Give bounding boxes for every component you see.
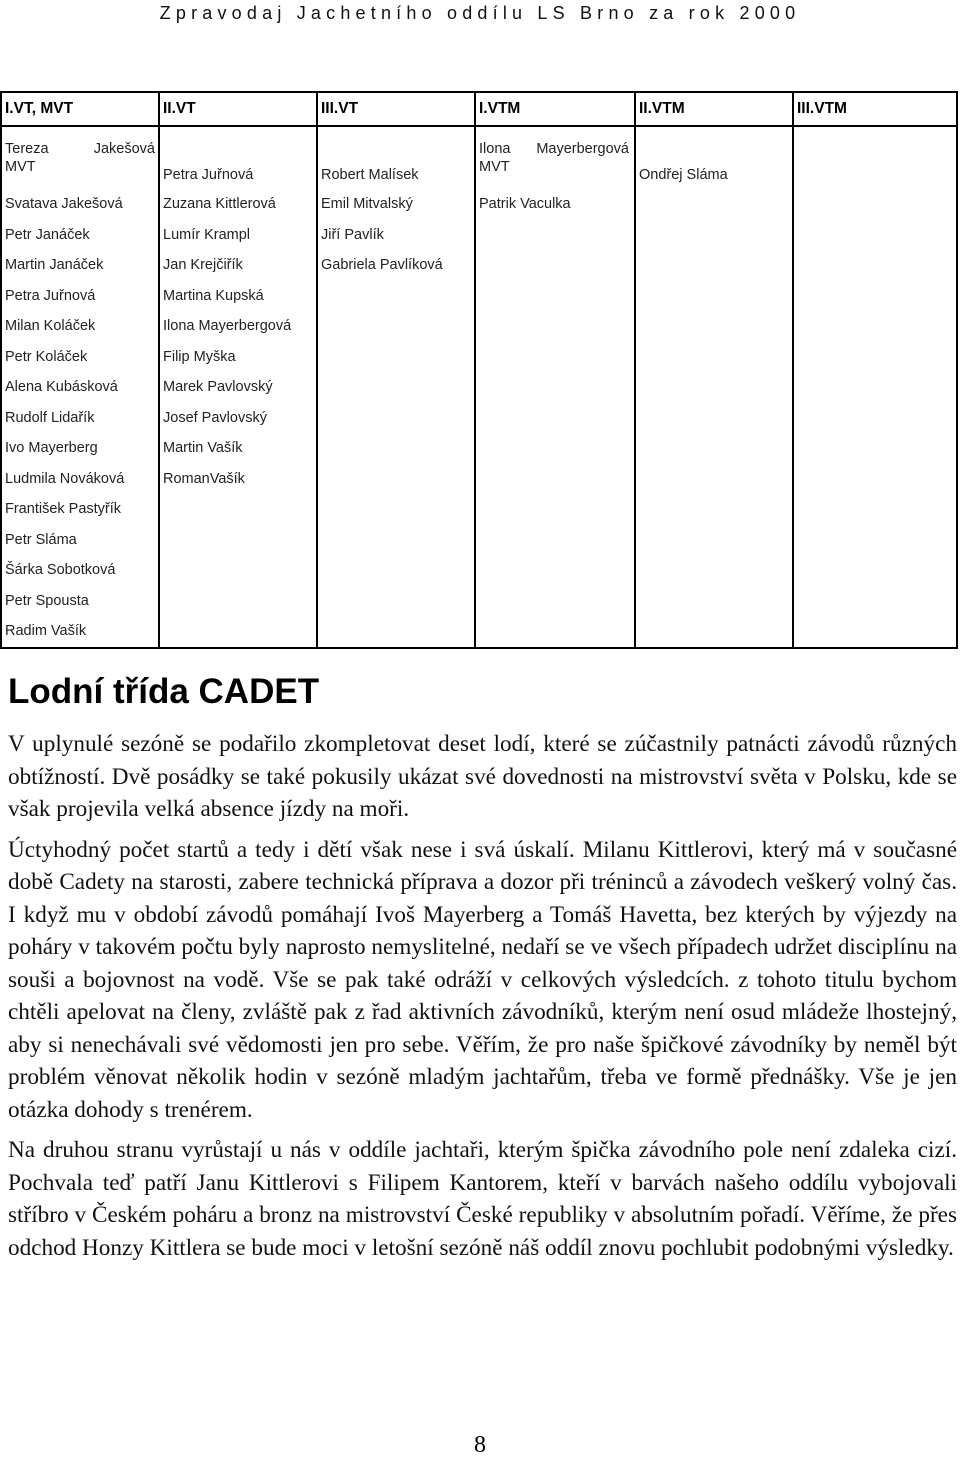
table-cell	[635, 525, 793, 556]
table-cell	[793, 586, 957, 617]
table-cell	[159, 555, 317, 586]
table-cell	[635, 372, 793, 403]
table-cell	[793, 189, 957, 220]
table-cell: Zuzana Kittlerová	[159, 189, 317, 220]
table-cell	[793, 555, 957, 586]
table-cell: Ilona Mayerbergová	[159, 311, 317, 342]
table-cell	[475, 555, 635, 586]
table-cell	[159, 586, 317, 617]
table-cell	[793, 464, 957, 495]
table-cell	[475, 311, 635, 342]
table-cell: Petr Sláma	[1, 525, 159, 556]
table-cell: Jan Krejčiřík	[159, 250, 317, 281]
table-cell	[635, 220, 793, 251]
table-row	[1, 220, 957, 251]
table-cell	[317, 586, 475, 617]
table-cell	[793, 372, 957, 403]
table-cell: Patrik Vaculka	[475, 189, 635, 220]
table-cell	[475, 403, 635, 434]
table-cell	[475, 494, 635, 525]
table-cell	[475, 464, 635, 495]
table-cell	[635, 464, 793, 495]
table-cell	[317, 555, 475, 586]
table-cell	[793, 126, 957, 189]
table-cell	[317, 464, 475, 495]
cell-text: MVT	[5, 159, 36, 175]
table-cell	[475, 342, 635, 373]
table-row	[1, 403, 957, 434]
column-header: III.VTM	[793, 92, 957, 126]
table-cell	[317, 281, 475, 312]
table-cell	[475, 250, 635, 281]
cell-text: Jakešová	[93, 141, 155, 157]
table-cell: Ivo Mayerberg	[1, 433, 159, 464]
table-cell	[635, 616, 793, 648]
section-title: Lodní třída CADET	[8, 672, 320, 711]
table-cell	[475, 126, 635, 189]
table-cell	[317, 372, 475, 403]
table-cell	[317, 616, 475, 648]
table-cell: Alena Kubásková	[1, 372, 159, 403]
table-cell	[793, 281, 957, 312]
table-cell: Petra Juřnová	[159, 126, 317, 189]
table-cell: Petra Juřnová	[1, 281, 159, 312]
cell-text: Mayerbergová	[536, 141, 629, 157]
table-row	[1, 464, 957, 495]
table-cell: Filip Myška	[159, 342, 317, 373]
table-cell	[793, 220, 957, 251]
table-cell	[159, 616, 317, 648]
table-cell	[793, 250, 957, 281]
table-cell: Lumír Krampl	[159, 220, 317, 251]
table-cell	[635, 281, 793, 312]
column-header: III.VT	[317, 92, 475, 126]
table-cell	[793, 494, 957, 525]
table-cell: František Pastyřík	[1, 494, 159, 525]
table-row	[1, 372, 957, 403]
table-cell	[635, 250, 793, 281]
table-cell: Marek Pavlovský	[159, 372, 317, 403]
table-row	[1, 189, 957, 220]
table-cell: Radim Vašík	[1, 616, 159, 648]
table-cell	[475, 220, 635, 251]
table-cell	[635, 555, 793, 586]
table-row	[1, 250, 957, 281]
paragraph: V uplynulé sezóně se podařilo zkompletovat deset lodí, které se zúčastnily patnácti závodů různých obtížností. Dvě posádky se také pokusily ukázat své dovednosti na mistrovství světa v Polsku, kde se však projevila velká absence jízdy na moři.	[8, 731, 957, 822]
table-cell	[635, 342, 793, 373]
table-cell	[793, 616, 957, 648]
table-cell	[793, 311, 957, 342]
cell-text: MVT	[479, 159, 510, 175]
table-cell: Martin Vašík	[159, 433, 317, 464]
table-row	[1, 586, 957, 617]
table-cell: Ondřej Sláma	[635, 126, 793, 189]
table-cell	[475, 433, 635, 464]
table-cell: Ludmila Nováková	[1, 464, 159, 495]
table-cell: Josef Pavlovský	[159, 403, 317, 434]
page-number: 8	[474, 1432, 486, 1458]
table-row	[1, 616, 957, 648]
table-cell	[159, 525, 317, 556]
table-cell: Svatava Jakešová	[1, 189, 159, 220]
table-cell: Jiří Pavlík	[317, 220, 475, 251]
table-header-row	[1, 92, 957, 126]
table-row	[1, 525, 957, 556]
table-cell: Martina Kupská	[159, 281, 317, 312]
table-row	[1, 494, 957, 525]
table-cell: Gabriela Pavlíková	[317, 250, 475, 281]
table-cell	[793, 342, 957, 373]
cell-text: Ilona	[479, 141, 511, 157]
column-header: II.VTM	[635, 92, 793, 126]
table-cell	[317, 433, 475, 464]
table-cell	[475, 616, 635, 648]
paragraph: Na druhou stranu vyrůstají u nás v oddíle jachtaři, kterým špička závodního pole není zdaleka cizí. Pochvala teď patří Janu Kittlerovi s Filipem Kantorem, kteří v barvách našeho oddílu vybojovali stříbro v Českém poháru a bronz na mistrovství České republiky v absolutním pořadí. Věříme, že přes odchod Honzy Kittlera se bude moci v letošní sezóně náš oddíl znovu pochlubit podobnými výsledky.	[8, 1137, 957, 1261]
column-header: I.VTM	[475, 92, 635, 126]
table-row	[1, 311, 957, 342]
cell-text: Tereza	[5, 141, 49, 157]
table-cell: Šárka Sobotková	[1, 555, 159, 586]
table-cell: RomanVašík	[159, 464, 317, 495]
table-cell: Rudolf Lidařík	[1, 403, 159, 434]
table-cell	[635, 586, 793, 617]
table-cell	[635, 433, 793, 464]
table-cell: Milan Koláček	[1, 311, 159, 342]
table-cell	[475, 281, 635, 312]
table-cell	[635, 403, 793, 434]
table-cell	[317, 342, 475, 373]
paragraph: Úctyhodný počet startů a tedy i dětí však nese i svá úskalí. Milanu Kittlerovi, který má v současné době Cadety na starosti, zabere technická příprava a dozor při tréninců a závodech veškerý volný čas. I když mu v období závodů pomáhají Ivoš Mayerberg a Tomáš Havetta, bez kterých by výjezdy na poháry v takovém počtu byly naprosto nemyslitelné, nedaří se ve všech případech udržet disciplínu na souši a bojovnost na vodě. Vše se pak také odráží v celkových výsledcích. z tohoto titulu bychom chtěli apelovat na členy, zvláště pak z řad aktivních závodníků, kterým není osud mládeže lhostejný, aby si nenechávali své vědomosti jen pro sebe. Věřím, že pro naše špičkové závodníky by neměl být problém věnovat několik hodin v sezóně mladým jachtařům, třeba ve formě přednášky. Vše je jen otázka dohody s trenérem.	[8, 836, 957, 1123]
table-cell	[635, 494, 793, 525]
crew-table	[0, 91, 958, 649]
table-cell: Petr Janáček	[1, 220, 159, 251]
table-cell: Petr Koláček	[1, 342, 159, 373]
table-row	[1, 555, 957, 586]
table-cell	[475, 525, 635, 556]
running-header: Zpravodaj Jachetního oddílu LS Brno za rok 2000	[159, 3, 801, 23]
table-row	[1, 433, 957, 464]
column-header: I.VT, MVT	[1, 92, 159, 126]
table-cell	[793, 433, 957, 464]
table-cell: Robert Malísek	[317, 126, 475, 189]
table-cell	[635, 189, 793, 220]
table-cell: Martin Janáček	[1, 250, 159, 281]
table-cell	[317, 403, 475, 434]
table-row	[1, 126, 957, 189]
column-header: II.VT	[159, 92, 317, 126]
table-cell	[793, 525, 957, 556]
table-row	[1, 342, 957, 373]
table-cell	[1, 126, 159, 189]
article-body	[8, 728, 957, 1272]
table-row	[1, 281, 957, 312]
table-cell: Petr Spousta	[1, 586, 159, 617]
table-cell	[159, 494, 317, 525]
table-cell	[475, 586, 635, 617]
table-cell	[317, 494, 475, 525]
table-cell	[317, 525, 475, 556]
table-cell	[317, 311, 475, 342]
table-cell: Emil Mitvalský	[317, 189, 475, 220]
table-cell	[475, 372, 635, 403]
table-cell	[793, 403, 957, 434]
table-cell	[635, 311, 793, 342]
